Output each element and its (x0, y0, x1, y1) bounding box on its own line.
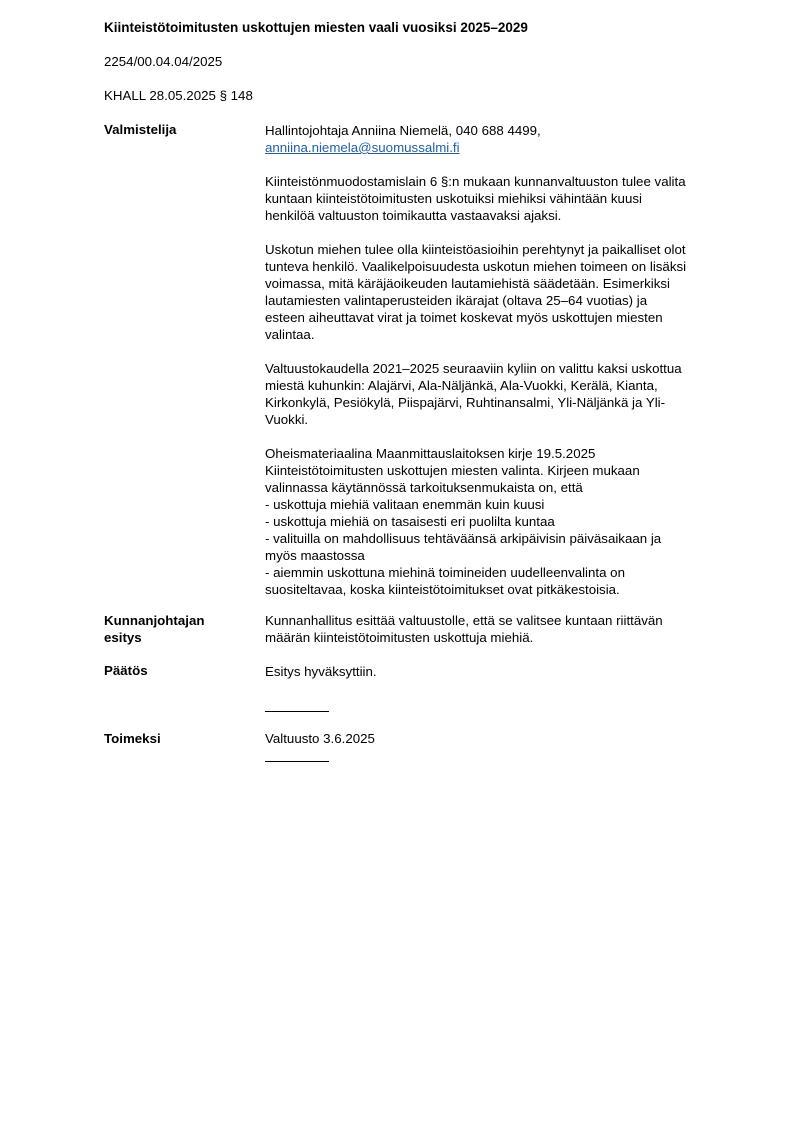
proposal-content: Kunnanhallitus esittää valtuustolle, että se valitsee kuntaan riittävän määrän kiinteistötoimitusten uskottuja miehiä. (265, 613, 663, 645)
proposal-label: Kunnanjohtajan esitys (104, 613, 205, 645)
preparer-email-link[interactable]: anniina.niemela@suomussalmi.fi (265, 140, 460, 155)
preparer-content (265, 122, 733, 598)
paragraph-previous-term: Valtuustokaudella 2021–2025 seuraaviin kyliin on valittu kaksi uskottua miestä kuhunkin: Alajärvi, Ala-Näljänkä, Ala-Vuokki, Kerälä, Kianta, Kirkonkylä, Pesiökylä, Piispajärvi, Ruhtinansalmi, Yli-Näljänkä ja Yli- Vuokki. (265, 361, 682, 427)
decision-text: Esitys hyväksyttiin. (265, 664, 377, 679)
actions-text: Valtuusto 3.6.2025 (265, 731, 375, 746)
preparer-contact (265, 122, 733, 156)
preparer-contact-line: Hallintojohtaja Anniina Niemelä, 040 688 4499, (265, 123, 541, 138)
case-number: 2254/00.04.04/2025 (104, 54, 223, 69)
paragraph-eligibility: Uskotun miehen tulee olla kiinteistöasioihin perehtynyt ja paikalliset olot tunteva henkilö. Vaalikelpoisuudesta uskotun miehen toimeen on lisäksi voimassa, mitä käräjäoikeuden lautamiehistä säädetään. Esimerkiksi lautamiesten valintaperusteiden ikärajat (oltava 25–64 vuotias) ja esteen aiheuttavat virat ja toimet koskevat myös uskottujen miesten valintaa. (265, 242, 687, 342)
actions-divider (265, 761, 329, 762)
preparer-label: Valmistelija (104, 122, 177, 137)
decision-label: Päätös (104, 663, 148, 678)
actions-label: Toimeksi (104, 731, 161, 746)
document-title: Kiinteistötoimitusten uskottujen miesten vaali vuosiksi 2025–2029 (104, 20, 528, 35)
meeting-reference: KHALL 28.05.2025 § 148 (104, 88, 253, 103)
paragraph-legal-basis: Kiinteistönmuodostamislain 6 §:n mukaan kunnanvaltuuston tulee valita kuntaan kiinteistötoimitusten uskotuiksi miehiksi vähintään kuusi henkilöä valtuuston toimikautta vastaavaksi ajaksi. (265, 174, 686, 223)
paragraph-attachment: Oheismateriaalina Maanmittauslaitoksen kirje 19.5.2025 Kiinteistötoimitusten uskottujen miesten valinta. Kirjeen mukaan valinnassa käytännössä tarkoituksenmukaista on, että - uskottuja miehiä valitaan enemmän kuin kuusi - uskottuja miehiä on tasaisesti eri puolilta kuntaa - valituilla on mahdollisuus tehtäväänsä arkipäivisin päiväsaikaan ja myös maastossa - aiemmin uskottuna miehinä toimineiden uudelleenvalinta on suositeltavaa, koska kiinteistötoimitukset ovat pitkäkestoisia. (265, 446, 662, 597)
decision-divider (265, 711, 329, 712)
